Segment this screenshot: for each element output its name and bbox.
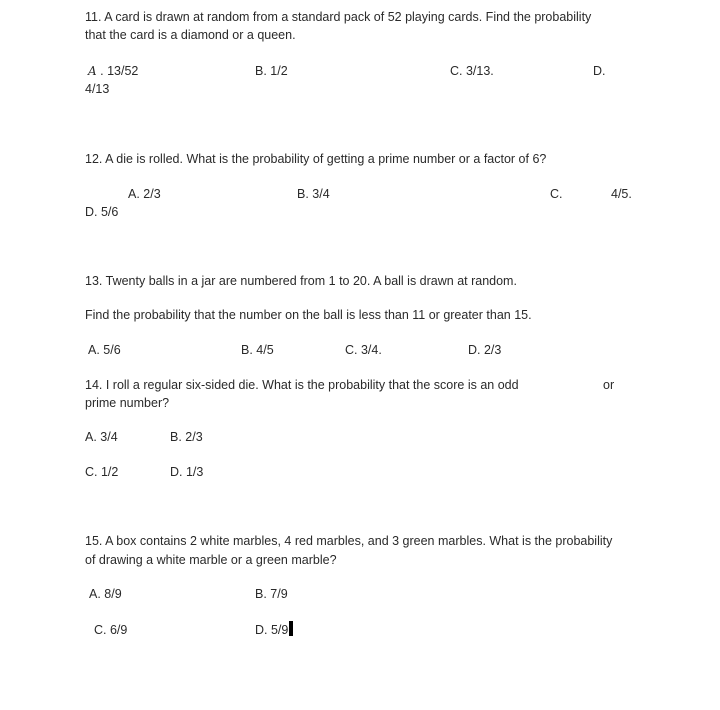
question-14-option-d[interactable]: D. 1/3: [170, 465, 204, 479]
question-11-option-d-value[interactable]: 4/13: [85, 82, 110, 96]
question-12-option-a[interactable]: A. 2/3: [128, 187, 161, 201]
question-15-text-line2: of drawing a white marble or a green marble?: [85, 553, 337, 567]
question-11-option-b[interactable]: B. 1/2: [255, 64, 288, 78]
question-13-option-d[interactable]: D. 2/3: [468, 343, 502, 357]
question-11-option-c[interactable]: C. 3/13.: [450, 64, 494, 78]
question-12-text-line1: 12. A die is rolled. What is the probability of getting a prime number or a factor of 6?: [85, 152, 547, 166]
question-12-option-d[interactable]: D. 5/6: [85, 205, 119, 219]
question-11-option-a[interactable]: [88, 62, 138, 80]
question-13-text-line1: 13. Twenty balls in a jar are numbered from 1 to 20. A ball is drawn at random.: [85, 274, 517, 288]
question-13-text-line2: Find the probability that the number on the ball is less than 11 or greater than 15.: [85, 308, 532, 322]
option-a-letter: A: [88, 64, 97, 78]
question-15-option-c[interactable]: C. 6/9: [94, 623, 128, 637]
question-11-option-d-label[interactable]: D.: [593, 64, 606, 78]
option-d-value: D. 5/9: [255, 623, 289, 637]
question-14-text-line1: 14. I roll a regular six-sided die. What is the probability that the score is an odd: [85, 378, 519, 392]
question-15-option-b[interactable]: B. 7/9: [255, 587, 288, 601]
text-cursor-icon: [289, 621, 293, 636]
question-12-option-c-value[interactable]: 4/5.: [611, 187, 632, 201]
question-13-option-a[interactable]: A. 5/6: [88, 343, 121, 357]
question-12-option-c-label[interactable]: C.: [550, 187, 563, 201]
question-11-text-line2: that the card is a diamond or a queen.: [85, 28, 296, 42]
question-14-option-c[interactable]: C. 1/2: [85, 465, 119, 479]
question-11-text-line1: 11. A card is drawn at random from a standard pack of 52 playing cards. Find the probability: [85, 10, 592, 24]
question-15-text-line1: 15. A box contains 2 white marbles, 4 red marbles, and 3 green marbles. What is the probability: [85, 534, 613, 548]
question-13-option-b[interactable]: B. 4/5: [241, 343, 274, 357]
question-15-option-a[interactable]: A. 8/9: [89, 587, 122, 601]
question-14-option-b[interactable]: B. 2/3: [170, 430, 203, 444]
question-14-text-line1-tail: or: [603, 378, 615, 392]
question-14-option-a[interactable]: A. 3/4: [85, 430, 118, 444]
question-12-option-b[interactable]: B. 3/4: [297, 187, 330, 201]
question-14-text-line2: prime number?: [85, 396, 170, 410]
question-15-option-d[interactable]: [255, 621, 293, 639]
option-a-value: . 13/52: [96, 64, 139, 78]
question-13-option-c[interactable]: C. 3/4.: [345, 343, 382, 357]
